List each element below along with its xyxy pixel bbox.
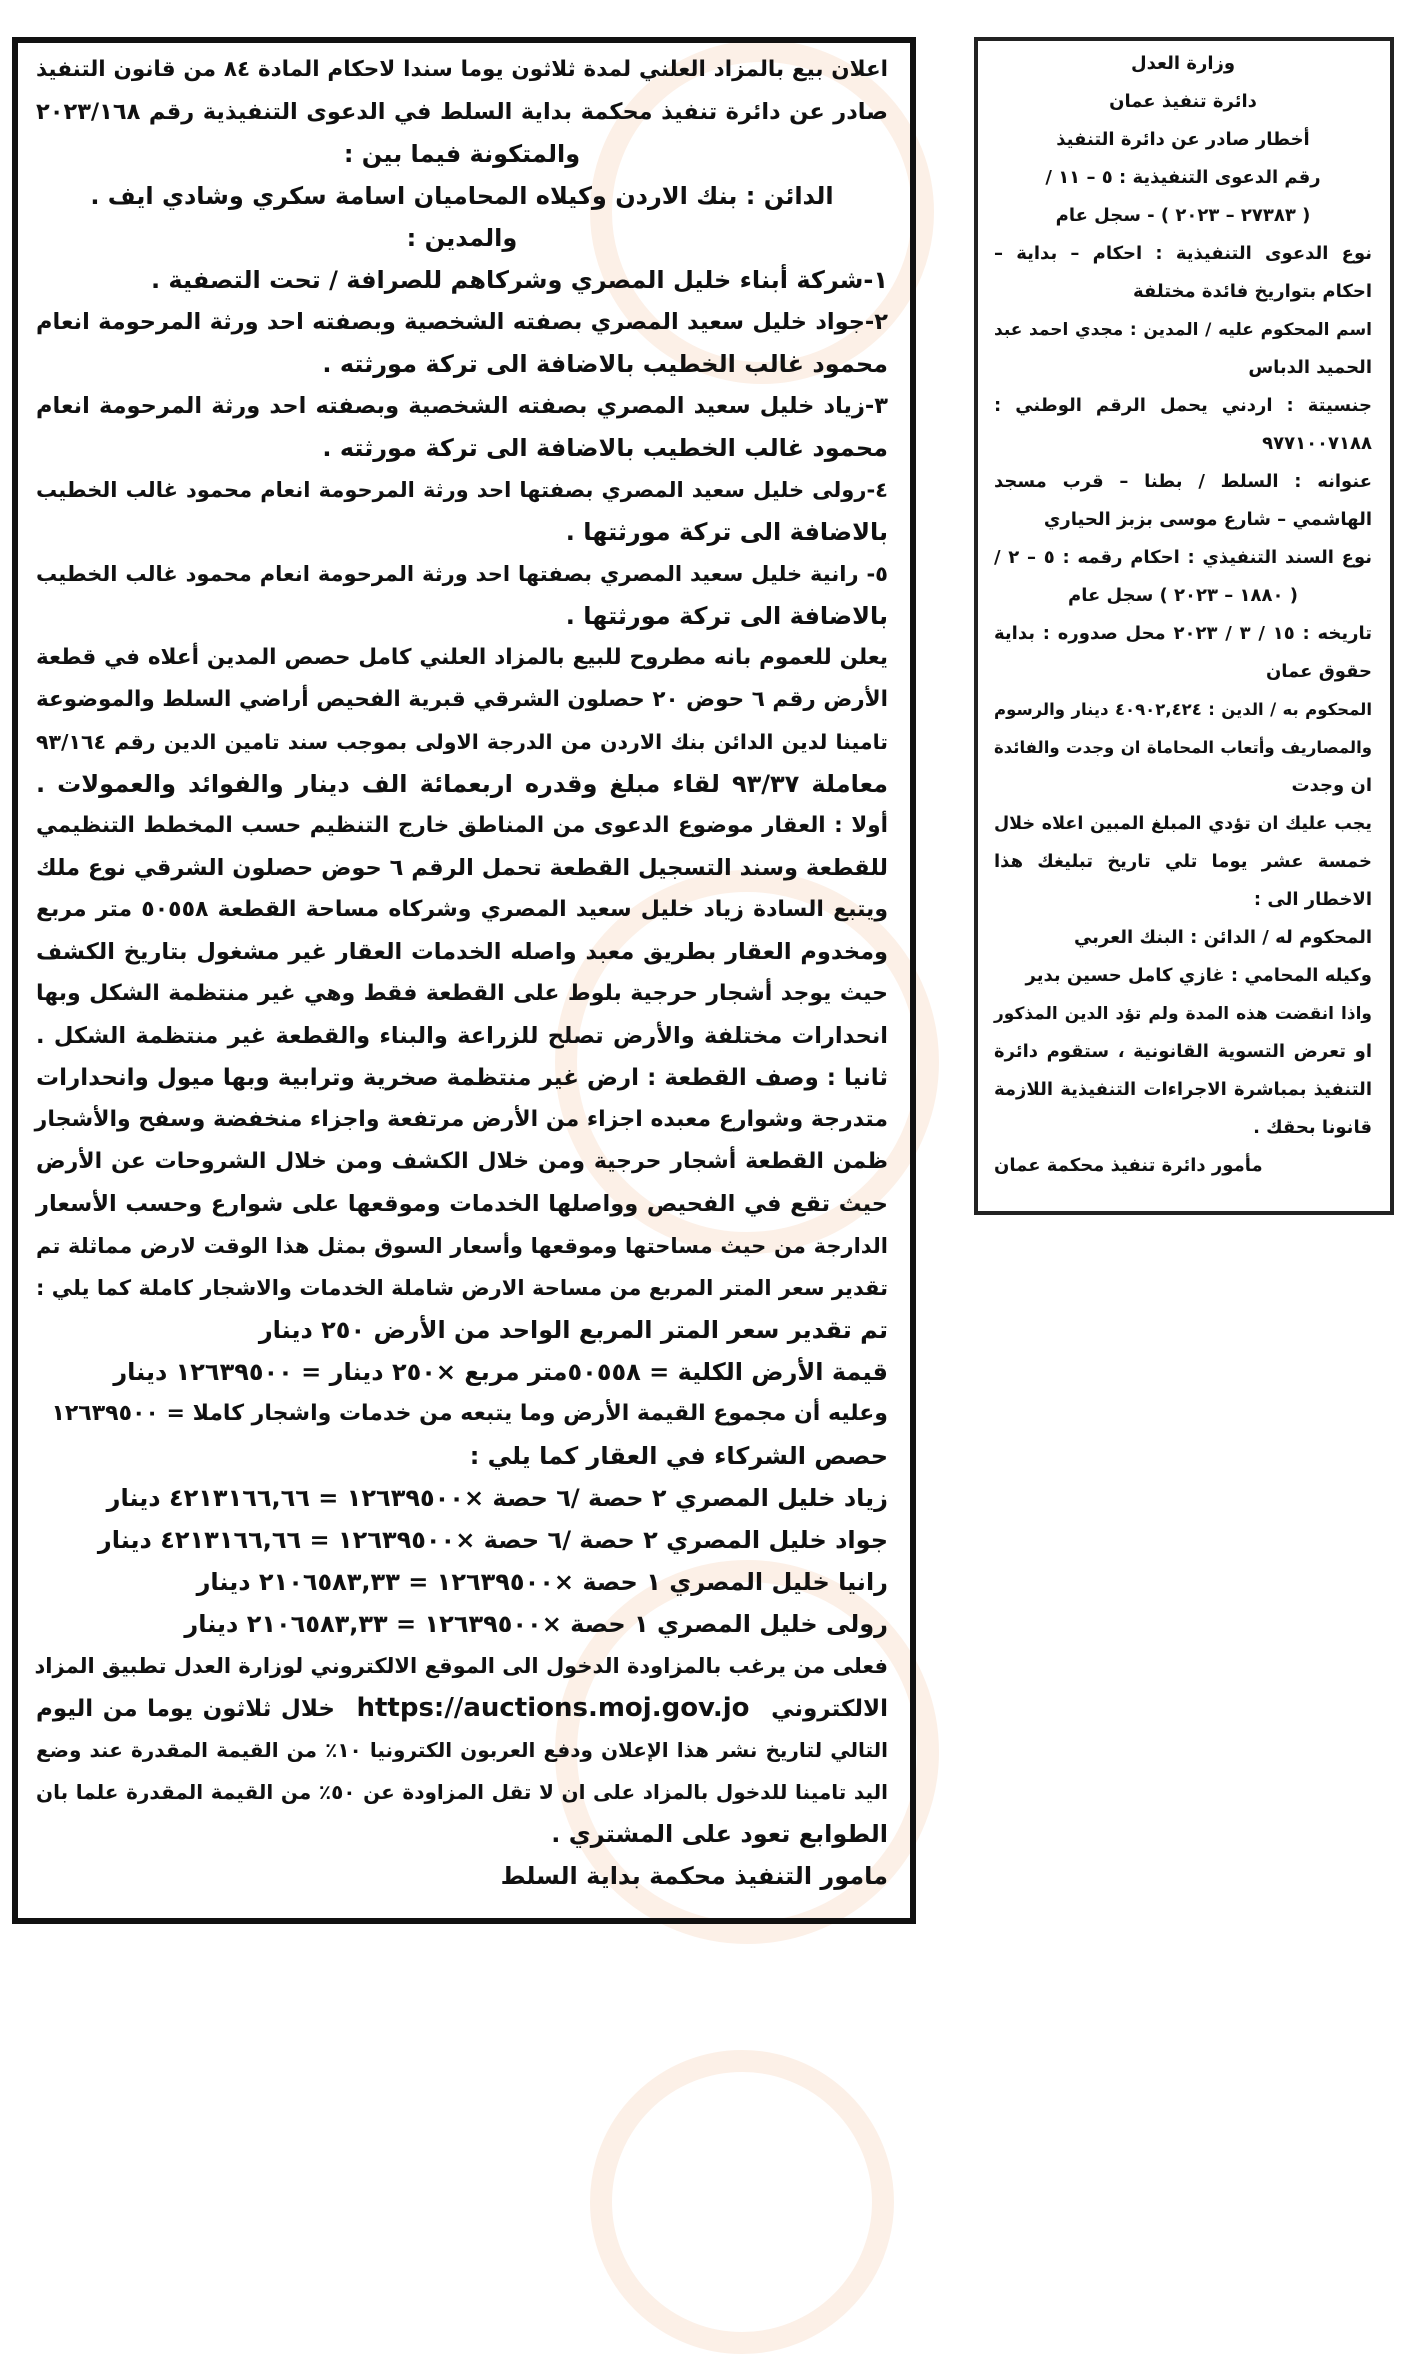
notice-line: محمود غالب الخطيب بالاضافة الى تركة مورثته . bbox=[322, 434, 888, 462]
notice-signature: مامور التنفيذ محكمة بداية السلط bbox=[500, 1862, 888, 1890]
url-line-before: الالكتروني bbox=[771, 1696, 888, 1722]
notification-line: وكيله المحامي : غازي كامل حسين بدير bbox=[1025, 965, 1372, 986]
notice-line: رانيا خليل المصري ١ حصة ×١٢٦٣٩٥٠٠ = ٢١٠٦٥٨٣,٣٣ دينار bbox=[196, 1568, 888, 1596]
notice-line: التالي لتاريخ نشر هذا الإعلان ودفع العربون الكترونيا ١٠٪ من القيمة المقدرة عند وضع bbox=[36, 1738, 888, 1762]
execution-notification bbox=[974, 37, 1394, 1215]
notice-line: رولى خليل المصري ١ حصة ×١٢٦٣٩٥٠٠ = ٢١٠٦٥٨٣,٣٣ دينار bbox=[184, 1610, 888, 1638]
notice-line: يعلن للعموم بانه مطروح للبيع بالمزاد العلني كامل حصص المدين أعلاه في قطعة bbox=[36, 645, 888, 670]
notification-line: نوع السند التنفيذي : احكام رقمه : ٥ – ٢ / bbox=[994, 547, 1372, 568]
notification-line: حقوق عمان bbox=[1265, 661, 1372, 682]
notice-line: زياد خليل المصري ٢ حصة /٦ حصة ×١٢٦٣٩٥٠٠ = ٤٢١٣١٦٦,٦٦ دينار bbox=[106, 1484, 888, 1512]
watermark-clock-logo bbox=[590, 2050, 894, 2354]
notification-line: واذا انقضت هذه المدة ولم تؤد الدين المذكور bbox=[994, 1004, 1372, 1024]
notice-line: انحدارات مختلفة والأرض تصلح للزراعة والبناء والقطعة غير منتظمة الشكل . bbox=[36, 1023, 888, 1049]
url-line-after: خلال ثلاثون يوما من اليوم bbox=[36, 1696, 335, 1722]
notice-line: بالاضافة الى تركة مورثتها . bbox=[565, 518, 888, 546]
notice-line: ١-شركة أبناء خليل المصري وشركاهم للصرافة / تحت التصفية . bbox=[150, 266, 888, 294]
notice-line: جواد خليل المصري ٢ حصة /٦ حصة ×١٢٦٣٩٥٠٠ = ٤٢١٣١٦٦,٦٦ دينار bbox=[97, 1526, 888, 1554]
notice-line: ٣-زياد خليل سعيد المصري بصفته الشخصية وبصفته احد ورثة المرحومة انعام bbox=[36, 393, 888, 419]
notice-line: فعلى من يرغب بالمزاودة الدخول الى الموقع الالكتروني لوزارة العدل تطبيق المزاد bbox=[34, 1654, 888, 1678]
notice-line: اعلان بيع بالمزاد العلني لمدة ثلاثون يوما سندا لاحكام المادة ٨٤ من قانون التنفيذ bbox=[36, 57, 888, 82]
notice-line: وعليه أن مجموع القيمة الأرض وما يتبعه من خدمات واشجار كاملا = ١٢٦٣٩٥٠٠ bbox=[51, 1401, 888, 1426]
notification-line: ( ٢٧٣٨٣ – ٢٠٢٣ ) - سجل عام bbox=[1055, 205, 1311, 226]
notice-line: الدارجة من حيث مساحتها وموقعها وأسعار السوق بمثل هذا الوقت لارض مماثلة تم bbox=[36, 1234, 888, 1258]
notice-line: الدائن : بنك الاردن وكيلاه المحاميان اسامة سكري وشادي ايف . bbox=[90, 182, 834, 210]
notification-line: جنسيتة : اردني يحمل الرقم الوطني : bbox=[994, 395, 1372, 416]
notification-line: المحكوم له / الدائن : البنك العربي bbox=[1073, 927, 1372, 948]
notification-line: أخطار صادر عن دائرة التنفيذ bbox=[1056, 129, 1310, 150]
notice-line: بالاضافة الى تركة مورثتها . bbox=[565, 602, 888, 630]
notification-line: والمصاريف وأتعاب المحاماة ان وجدت والفائدة bbox=[994, 738, 1372, 757]
notice-line: ٥- رانية خليل سعيد المصري بصفتها احد ورثة المرحومة انعام محمود غالب الخطيب bbox=[36, 562, 888, 586]
notice-line: تم تقدير سعر المتر المربع الواحد من الأرض ٢٥٠ دينار bbox=[258, 1316, 888, 1344]
notice-line: تقدير سعر المتر المربع من مساحة الارض شاملة الخدمات والاشجار كاملة كما يلي : bbox=[36, 1276, 888, 1300]
notice-line: حصص الشركاء في العقار كما يلي : bbox=[469, 1442, 888, 1470]
notice-line: ومخدوم العقار بطريق معبد واصله الخدمات العقار غير مشغول بتاريخ الكشف bbox=[36, 939, 888, 965]
notification-signature: مأمور دائرة تنفيذ محكمة عمان bbox=[994, 1155, 1263, 1176]
notice-line: للقطعة وسند التسجيل القطعة تحمل الرقم ٦ حوض حصلون الشرقي نوع ملك bbox=[36, 855, 888, 881]
notification-line: خمسة عشر يوما تلي تاريخ تبليغك هذا bbox=[994, 851, 1372, 872]
notice-line: معاملة ٩٣/٣٧ لقاء مبلغ وقدره اربعمائة الف دينار والفوائد والعمولات . bbox=[36, 770, 888, 798]
notice-line: متدرجة وشوارع معبده اجزاء من الأرض مرتفعة واجزاء منخفضة وسفح والأشجار bbox=[34, 1107, 888, 1132]
auction-sale-notice bbox=[12, 37, 916, 1924]
notice-line: تامينا لدين الدائن بنك الاردن من الدرجة الاولى بموجب سند تامين الدين رقم ٩٣/١٦٤ bbox=[36, 730, 888, 754]
notification-line: المحكوم به / الدين : ٤٠٩٠٢,٤٢٤ دينار والرسوم bbox=[994, 700, 1372, 719]
notification-line: الهاشمي – شارع موسى بزبز الحياري bbox=[1043, 509, 1372, 530]
notification-line: احكام بتواريخ فائدة مختلفة bbox=[1132, 281, 1372, 302]
notice-line: أولا : العقار موضوع الدعوى من المناطق خارج التنظيم حسب المخطط التنظيمي bbox=[36, 813, 888, 838]
notice-line: ويتبع السادة زياد خليل سعيد المصري وشركاه مساحة القطعة ٥٠٥٥٨ متر مربع bbox=[36, 897, 888, 922]
notification-line: عنوانه : السلط / بطنا – قرب مسجد bbox=[994, 471, 1372, 492]
notification-line: دائرة تنفيذ عمان bbox=[1109, 91, 1257, 112]
notice-line: حيث يوجد أشجار حرجية بلوط على القطعة فقط وهي غير منتظمة الشكل وبها bbox=[36, 981, 888, 1006]
notification-line: يجب عليك ان تؤدي المبلغ المبين اعلاه خلال bbox=[994, 814, 1372, 834]
notification-line: ان وجدت bbox=[1291, 775, 1372, 796]
notice-line: حيث تقع في الفحيص وواصلها الخدمات وموقعها على شوارع وحسب الأسعار bbox=[36, 1191, 888, 1217]
notification-line: ٩٧٧١٠٠٧١٨٨ bbox=[1262, 433, 1372, 454]
notice-line: ثانيا : وصف القطعة : ارض غير منتظمة صخرية وترابية وبها ميول وانحدارات bbox=[36, 1065, 888, 1091]
notice-line: الأرض رقم ٦ حوض ٢٠ حصلون الشرقي قبرية الفحيص أراضي السلط والموضوعة bbox=[36, 687, 889, 712]
notice-line: والمتكونة فيما بين : bbox=[343, 140, 581, 168]
notice-line: محمود غالب الخطيب بالاضافة الى تركة مورثته . bbox=[322, 350, 888, 378]
notification-line: رقم الدعوى التنفيذية : ٥ – ١١ / bbox=[1045, 167, 1321, 188]
notice-line: اليد تامينا للدخول بالمزاد على ان لا تقل المزاودة عن ٥٠٪ من القيمة المقدرة علما بان bbox=[36, 1780, 888, 1804]
notification-line: نوع الدعوى التنفيذية : احكام – بداية – bbox=[994, 243, 1372, 264]
notice-line: والمدين : bbox=[406, 224, 518, 252]
notice-url-line bbox=[36, 1687, 888, 1729]
auction-website-link[interactable]: https://auctions.moj.gov.jo bbox=[356, 1693, 750, 1723]
notice-line: قيمة الأرض الكلية = ٥٠٥٥٨متر مربع ×٢٥٠ دينار = ١٢٦٣٩٥٠٠ دينار bbox=[113, 1358, 888, 1386]
notification-line: ( ١٨٨٠ – ٢٠٢٣ ) سجل عام bbox=[1068, 585, 1298, 606]
notification-line: تاريخه : ١٥ / ٣ / ٢٠٢٣ محل صدوره : بداية bbox=[994, 623, 1372, 644]
notification-line: او تعرض التسوية القانونية ، ستقوم دائرة bbox=[994, 1041, 1372, 1062]
notice-line: الطوابع تعود على المشتري . bbox=[551, 1820, 888, 1848]
notice-line: ٢-جواد خليل سعيد المصري بصفته الشخصية وبصفته احد ورثة المرحومة انعام bbox=[36, 309, 888, 335]
notification-line: الاخطار الى : bbox=[1253, 889, 1372, 910]
notification-line: اسم المحكوم عليه / المدين : مجدي احمد عبد bbox=[994, 320, 1372, 340]
notification-line: قانونا بحقك . bbox=[1253, 1117, 1372, 1138]
notice-line: صادر عن دائرة تنفيذ محكمة بداية السلط في الدعوى التنفيذية رقم ٢٠٢٣/١٦٨ bbox=[36, 99, 888, 125]
notice-line: ٤-رولى خليل سعيد المصري بصفتها احد ورثة المرحومة انعام محمود غالب الخطيب bbox=[36, 478, 888, 502]
notification-line: التنفيذ بمباشرة الاجراءات التنفيذية اللازمة bbox=[994, 1079, 1372, 1100]
notice-line: ظمن القطعة أشجار حرجية ومن خلال الكشف ومن خلال الشروحات عن الأرض bbox=[36, 1149, 888, 1174]
notification-line: وزارة العدل bbox=[1130, 53, 1236, 74]
notification-line: الحميد الدباس bbox=[1248, 357, 1372, 378]
